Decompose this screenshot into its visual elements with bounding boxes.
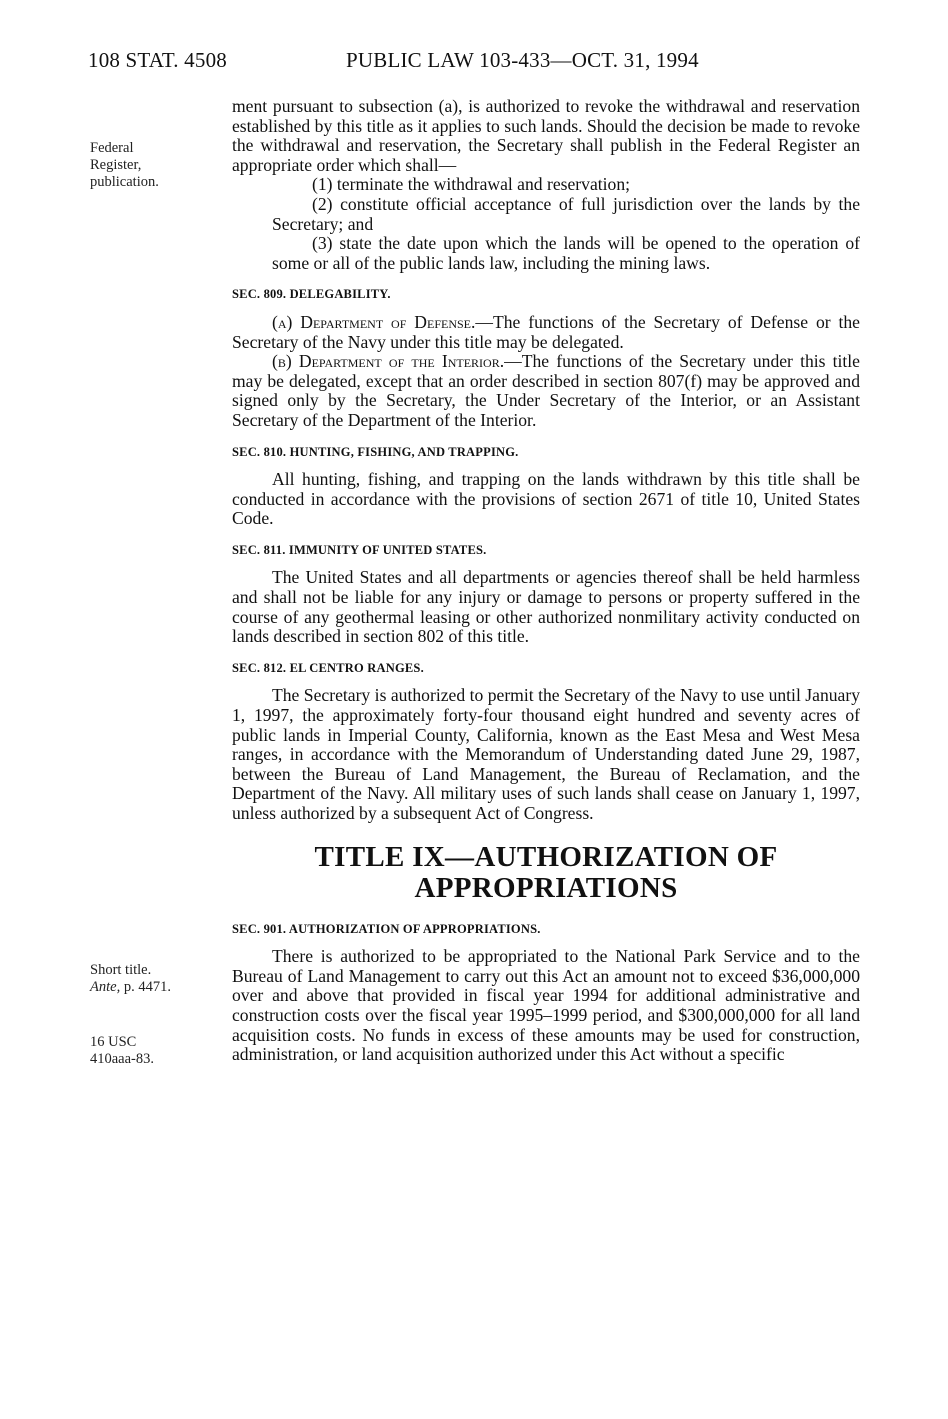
subsection-label: (a) Department of Defense. [272,311,476,332]
margin-note-line: 410aaa-83. [90,1051,155,1067]
paragraph-811: The United States and all departments or agencies thereof shall be held harmless and shall not be liable for any injury or damage to persons or property suffered in the course of any geothermal leasing or other authorized nonmilitary activity conducted on lands described in section 802 of this title. [232,567,860,647]
margin-note-federal-register [90,140,159,191]
item-list [232,175,860,273]
section-heading-810: SEC. 810. HUNTING, FISHING, AND TRAPPING. [232,444,519,459]
subsection-text: —The functions of the Secretary under this title may be delegated, except that an order described in section 807(f) may be approved and signed only by the Secretary, the Under Secretary of the Interior, or an Assistant Secretary of the Department of the Interior. [232,351,860,430]
paragraph-809-a [232,313,860,352]
section-heading-812: SEC. 812. EL CENTRO RANGES. [232,660,424,675]
list-item: (1) terminate the withdrawal and reservation; [312,174,631,195]
section-heading-901: SEC. 901. AUTHORIZATION OF APPROPRIATIONS. [232,921,541,936]
margin-note-page: p. 4471. [123,979,171,995]
margin-note-line: Federal [90,140,134,156]
margin-note-line: Short title. [90,962,152,978]
margin-note-line: publication. [90,174,159,190]
margin-note-line [90,979,171,996]
margin-note-usc [90,1034,154,1068]
section-heading-811: SEC. 811. IMMUNITY OF UNITED STATES. [232,542,487,557]
paragraph-810: All hunting, fishing, and trapping on the lands withdrawn by this title shall be conducted in accordance with the provisions of section 2671 of title 10, United States Code. [232,469,860,529]
main-text [232,97,860,1065]
margin-note-line: 16 USC [90,1034,137,1050]
subsection-label: (b) Department of the Interior. [272,351,505,372]
statute-page-cite: 108 STAT. 4508 [88,48,227,72]
subsection-text: —The functions of the Secretary of Defense or the Secretary of the Navy under this title may be delegated. [232,311,860,352]
public-law-cite: PUBLIC LAW 103-433—OCT. 31, 1994 [346,48,699,72]
margin-note-italic: Ante, [90,979,121,995]
paragraph-901: There is authorized to be appropriated to the National Park Service and to the Bureau of Land Management to carry out this Act an amount not to exceed $36,000,000 over and above that provided in fiscal year 1994 for additional administrative and construction costs over the fiscal year 1995–1999 period, and $300,000,000 for all land acquisition costs. No funds in excess of these amounts may be used for construction, administration, or land acquisition authorized under this Act without a specific [232,946,860,1065]
list-item: (2) constitute official acceptance of full jurisdiction over the lands by the Secretary; and [272,193,860,234]
page-header [88,48,860,78]
margin-note-short-title [90,962,171,996]
title-heading [232,842,860,904]
title-line: APPROPRIATIONS [414,871,678,904]
section-heading-809: SEC. 809. DELEGABILITY. [232,287,391,302]
title-line: TITLE IX—AUTHORIZATION OF [314,840,778,873]
paragraph-intro: ment pursuant to subsection (a), is authorized to revoke the withdrawal and reservation established by this title as it applies to such lands. Should the decision be made to revoke the withdrawal and reservation, the Secretary shall publish in the Federal Register an appropriate order which shall— [232,96,860,175]
paragraph-809-b [232,352,860,430]
list-item: (3) state the date upon which the lands will be opened to the operation of some or all of the public lands law, including the mining laws. [272,233,860,273]
margin-note-line: Register, [90,157,142,173]
paragraph-812: The Secretary is authorized to permit the Secretary of the Navy to use until January 1, 1997, the approximately forty-four thousand eight hundred and seventy acres of public lands in Imperial County, California, known as the East Mesa and West Mesa ranges, in accordance with the Memorandum of Understanding dated June 29, 1987, between the Bureau of Land Management, the Bureau of Reclamation, and the Department of the Navy. All military uses of such lands shall cease on January 1, 1997, unless authorized by a subsequent Act of Congress. [232,685,860,823]
